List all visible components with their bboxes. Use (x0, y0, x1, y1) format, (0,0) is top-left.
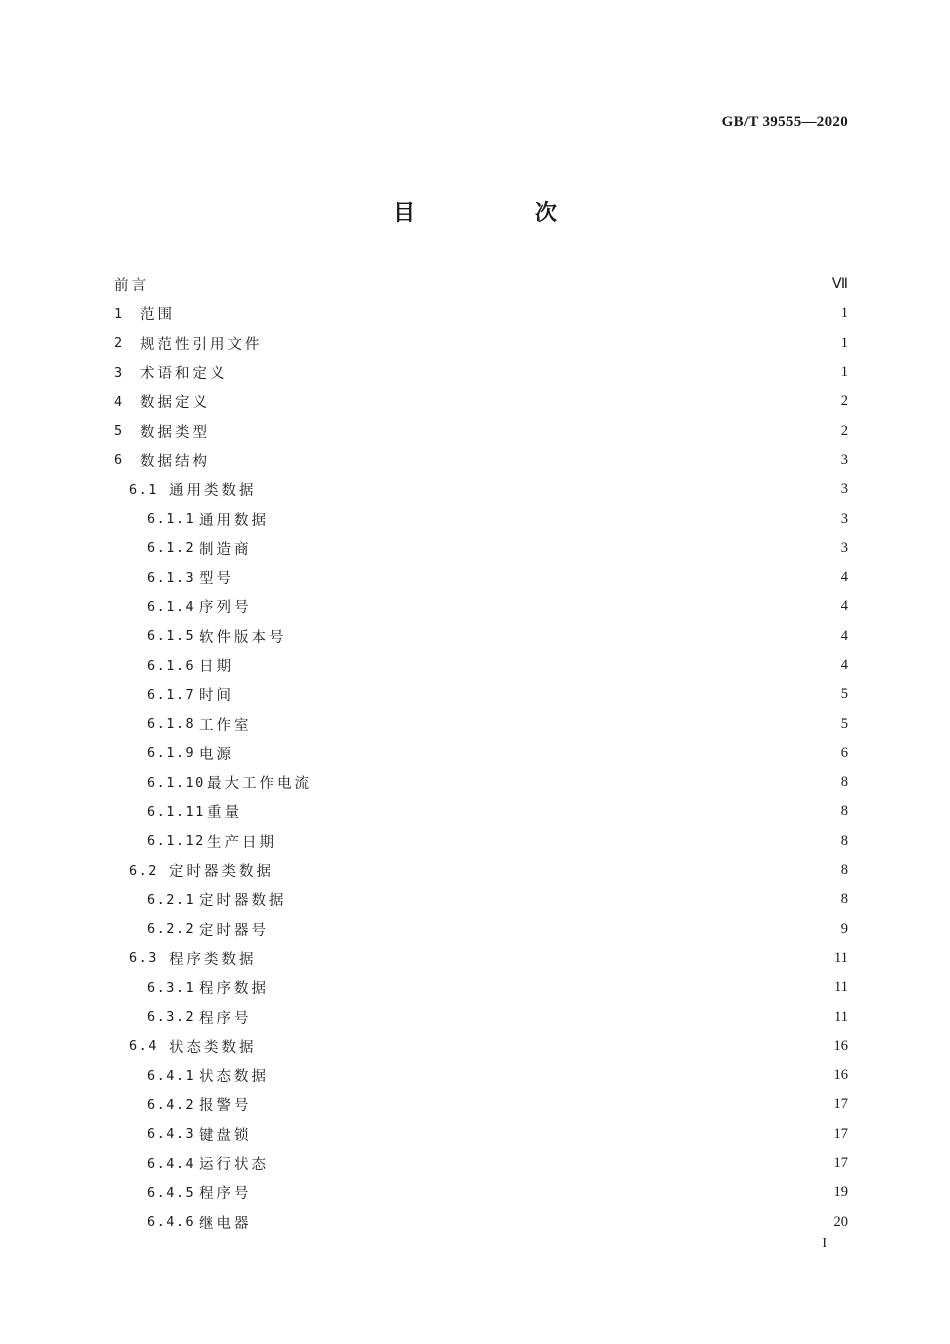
toc-entry-number: 6.1.8 (147, 716, 196, 733)
toc-leader-dots (262, 600, 833, 614)
toc-entry[interactable] (114, 563, 848, 592)
toc-entry-label: 程序号 (199, 1186, 252, 1203)
toc-entry[interactable] (114, 651, 848, 680)
toc-entry-number: 6.2 (129, 862, 158, 879)
toc-entry-number: 6.1.7 (147, 686, 196, 703)
toc-entry-number: 6 (114, 452, 124, 469)
toc-leader-dots (267, 951, 831, 965)
toc-entry-label: 报警号 (199, 1098, 252, 1115)
toc-leader-dots (220, 395, 832, 409)
toc-entry-number: 3 (114, 364, 124, 381)
toc-entry[interactable] (114, 416, 848, 445)
toc-entry[interactable] (114, 680, 848, 709)
toc-entry-number: 6.4 (129, 1038, 158, 1055)
toc-entry-page: 11 (834, 1008, 848, 1025)
toc-leader-dots (244, 571, 832, 585)
toc-leader-dots (322, 776, 832, 790)
toc-entry-number: 6.4.2 (147, 1096, 196, 1113)
toc-entry-label: 定时器号 (199, 922, 269, 939)
toc-entry[interactable] (114, 446, 848, 475)
toc-entry-label: 数据定义 (140, 395, 210, 412)
toc-entry[interactable] (114, 827, 848, 856)
toc-entry[interactable] (114, 885, 848, 914)
toc-entry-label: 状态类数据 (169, 1039, 257, 1056)
toc-entry-number: 6.1.11 (147, 803, 205, 820)
toc-entry[interactable] (114, 358, 848, 387)
toc-entry-label: 时间 (199, 688, 234, 705)
toc-entry-number: 6.1.4 (147, 598, 196, 615)
toc-entry[interactable] (114, 1061, 848, 1090)
toc-entry[interactable] (114, 856, 848, 885)
toc-entry-number: 6.1.2 (147, 540, 196, 557)
toc-entry-number: 6.3.2 (147, 1009, 196, 1026)
toc-entry[interactable] (114, 504, 848, 533)
toc-entry-label: 术语和定义 (140, 366, 228, 383)
page-number: I (822, 1236, 827, 1251)
toc-entry-page: 8 (840, 832, 848, 849)
toc-entry-page: 17 (833, 1155, 848, 1172)
toc-leader-dots (185, 307, 832, 321)
toc-entry-label: 工作室 (199, 717, 252, 734)
toc-entry-label: 继电器 (199, 1215, 252, 1232)
toc-leader-dots (244, 746, 832, 760)
toc-entry-label: 型号 (199, 571, 234, 588)
toc-entry-label: 范围 (140, 307, 175, 324)
toc-entry-page: 16 (833, 1067, 848, 1084)
toc-entry[interactable] (114, 1178, 848, 1207)
toc-entry-page: 3 (840, 481, 848, 498)
toc-entry-page: 4 (840, 657, 848, 673)
toc-entry-page: 4 (840, 627, 848, 644)
toc-entry-number: 6.3 (129, 950, 158, 967)
toc-leader-dots (262, 1215, 830, 1229)
toc-entry-page: 8 (840, 774, 848, 791)
toc-entry-number: 5 (114, 423, 124, 440)
toc-entry[interactable] (114, 329, 848, 358)
toc-leader-dots (262, 1010, 831, 1024)
toc-leader-dots (159, 278, 828, 292)
toc-leader-dots (287, 834, 832, 848)
toc-entry-label: 通用数据 (199, 512, 269, 529)
toc-leader-dots (220, 453, 832, 467)
toc-entry-page: 6 (840, 744, 848, 761)
toc-entry[interactable] (114, 534, 848, 563)
standard-code: GB/T 39555—2020 (721, 114, 848, 130)
toc-entry-page: 3 (840, 451, 848, 468)
toc-leader-dots (238, 366, 833, 380)
toc-leader-dots (279, 981, 830, 995)
toc-entry[interactable] (114, 973, 848, 1002)
toc-leader-dots (279, 512, 832, 526)
toc-leader-dots (267, 1039, 830, 1053)
toc-entry[interactable] (114, 768, 848, 797)
toc-leader-dots (262, 1127, 830, 1141)
toc-leader-dots (297, 893, 833, 907)
toc-entry[interactable] (114, 1032, 848, 1061)
toc-entry-number: 2 (114, 335, 124, 352)
toc-entry-page: 19 (833, 1184, 848, 1201)
toc-entry[interactable] (114, 944, 848, 973)
toc-entry-number: 6.1.5 (147, 628, 196, 645)
table-of-contents (114, 270, 848, 1237)
toc-entry-label: 软件版本号 (199, 629, 287, 646)
toc-entry-label: 通用类数据 (169, 483, 257, 500)
toc-entry-number: 6.4.3 (147, 1126, 196, 1143)
toc-entry-number: 6.1.6 (147, 657, 196, 674)
toc-entry-page: 16 (833, 1037, 848, 1054)
toc-entry-number: 6.2.1 (147, 891, 196, 908)
toc-entry[interactable] (114, 1002, 848, 1031)
toc-entry-label: 数据结构 (140, 453, 210, 470)
toc-entry-label: 最大工作电流 (207, 776, 312, 793)
toc-entry-page: 5 (840, 686, 848, 703)
toc-entry[interactable] (114, 387, 848, 416)
toc-leader-dots (273, 336, 833, 350)
toc-leader-dots (262, 541, 833, 555)
toc-entry-label: 序列号 (199, 600, 252, 617)
toc-leader-dots (262, 1186, 830, 1200)
toc-entry-label: 电源 (199, 746, 234, 763)
toc-entry-page: 1 (840, 364, 848, 381)
toc-entry[interactable] (114, 915, 848, 944)
toc-entry-page: 8 (840, 891, 848, 908)
toc-entry-page: 1 (840, 334, 848, 351)
toc-entry-label: 运行状态 (199, 1157, 269, 1174)
toc-entry-page: 2 (840, 422, 848, 439)
toc-leader-dots (284, 864, 832, 878)
toc-leader-dots (252, 805, 832, 819)
toc-leader-dots (244, 688, 832, 702)
toc-entry-number: 6.4.5 (147, 1184, 196, 1201)
toc-leader-dots (244, 659, 832, 673)
toc-entry-number: 6.1.9 (147, 745, 196, 762)
toc-entry[interactable] (114, 1090, 848, 1119)
toc-entry-number: 6.1.3 (147, 569, 196, 586)
toc-entry-label: 日期 (199, 659, 234, 675)
toc-entry-number: 6.2.2 (147, 921, 196, 938)
toc-entry-label: 定时器类数据 (169, 864, 274, 881)
toc-entry-page: 3 (840, 510, 848, 527)
toc-entry-page: 17 (833, 1096, 848, 1113)
toc-entry-page: 4 (840, 598, 848, 615)
toc-entry-page: 8 (840, 803, 848, 820)
toc-entry[interactable] (114, 592, 848, 621)
toc-entry-label: 重量 (207, 805, 242, 822)
toc-leader-dots (297, 629, 833, 643)
toc-entry[interactable] (114, 1149, 848, 1178)
toc-entry-number: 1 (114, 305, 124, 322)
toc-entry-label: 程序数据 (199, 981, 269, 998)
toc-entry-label: 数据类型 (140, 424, 210, 441)
toc-entry[interactable] (114, 1120, 848, 1149)
toc-leader-dots (279, 1157, 830, 1171)
toc-entry-label: 前言 (114, 278, 149, 295)
toc-entry-page: 11 (834, 979, 848, 996)
toc-leader-dots (220, 424, 832, 438)
toc-leader-dots (279, 922, 832, 936)
toc-leader-dots (262, 717, 833, 731)
toc-entry-number: 6.1.1 (147, 511, 196, 528)
toc-leader-dots (279, 1069, 830, 1083)
toc-entry-page: 17 (833, 1125, 848, 1142)
toc-entry-label: 状态数据 (199, 1069, 269, 1086)
page-title: 目 次 (393, 200, 613, 226)
toc-entry-number: 6.1.10 (147, 774, 205, 791)
toc-entry-page: 20 (833, 1213, 848, 1230)
toc-entry[interactable] (114, 622, 848, 651)
toc-entry-page: 1 (840, 305, 848, 322)
toc-entry[interactable] (114, 739, 848, 768)
toc-entry[interactable] (114, 299, 848, 328)
toc-entry-page: 9 (840, 920, 848, 937)
toc-entry[interactable] (114, 1208, 848, 1237)
toc-entry-label: 程序号 (199, 1010, 252, 1027)
toc-leader-dots (262, 1098, 830, 1112)
toc-entry-page: 2 (840, 393, 848, 410)
toc-entry-label: 制造商 (199, 541, 252, 558)
toc-entry-page: 5 (840, 715, 848, 732)
toc-entry[interactable] (114, 270, 848, 299)
toc-entry[interactable] (114, 709, 848, 738)
toc-entry-number: 4 (114, 393, 124, 410)
toc-leader-dots (267, 483, 833, 497)
toc-entry[interactable] (114, 475, 848, 504)
toc-entry-number: 6.4.6 (147, 1214, 196, 1231)
toc-entry-page: 3 (840, 539, 848, 556)
toc-entry-label: 程序类数据 (169, 951, 257, 968)
toc-entry[interactable] (114, 797, 848, 826)
toc-entry-number: 6.1 (129, 481, 158, 498)
toc-entry-label: 规范性引用文件 (140, 336, 263, 353)
toc-entry-page: 4 (840, 569, 848, 586)
toc-entry-number: 6.1.12 (147, 833, 205, 850)
toc-entry-page: 11 (834, 949, 848, 966)
toc-entry-label: 生产日期 (207, 834, 277, 851)
toc-entry-number: 6.3.1 (147, 979, 196, 996)
toc-entry-label: 定时器数据 (199, 893, 287, 910)
toc-entry-number: 6.4.1 (147, 1067, 196, 1084)
toc-entry-page: 8 (840, 862, 848, 879)
toc-entry-page: Ⅶ (831, 276, 848, 293)
toc-entry-number: 6.4.4 (147, 1155, 196, 1172)
toc-entry-label: 键盘锁 (199, 1127, 252, 1144)
